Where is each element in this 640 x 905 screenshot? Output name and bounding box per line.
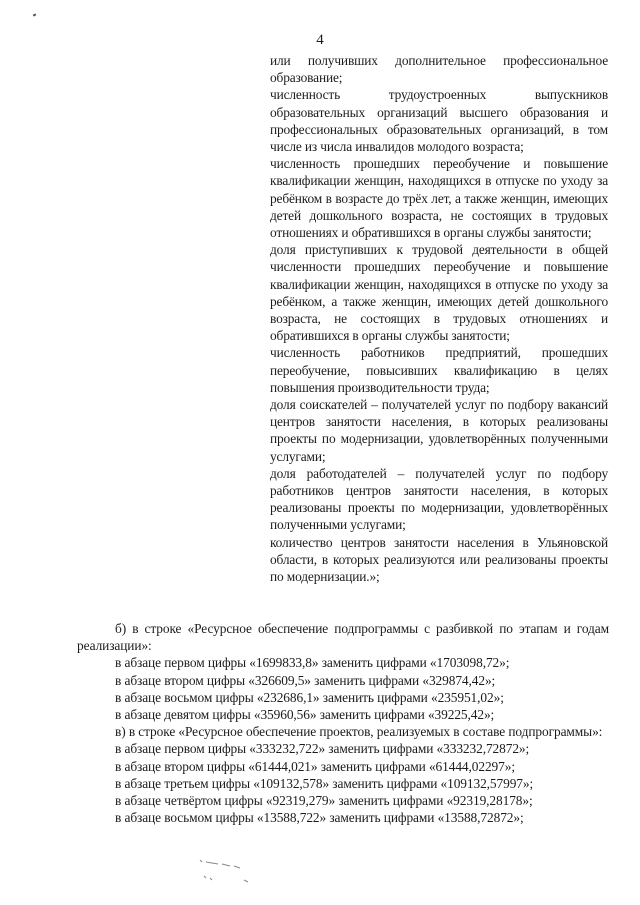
section-b-heading: б) в строке «Ресурсное обеспечение подпрограммы с разбивкой по этапам и годам реализации»: <box>77 621 609 654</box>
section-v-item: в абзаце втором цифры «61444,021» заменить цифрами «61444,02297»; <box>115 758 515 774</box>
scan-mark <box>33 13 37 16</box>
indicator-item: или получивших дополнительное профессиональное образование; <box>270 53 608 86</box>
section-b-item: в абзаце первом цифры «1699833,8» заменить цифрами «1703098,72»; <box>115 655 510 671</box>
indicators-column <box>270 52 608 585</box>
section-b-item: в абзаце восьмом цифры «232686,1» заменить цифрами «235951,02»; <box>115 689 504 705</box>
section-b-item: в абзаце втором цифры «326609,5» заменить цифрами «329874,42»; <box>115 672 496 688</box>
indicator-item: количество центров занятости населения в Ульяновской области, в которых реализуются или реализованы проекты по модернизации.»; <box>270 534 608 585</box>
indicator-item: доля соискателей – получателей услуг по подбору вакансий центров занятости населения, в которых реализованы проекты по модернизации, удовлетворённых полученными услугами; <box>270 397 608 464</box>
section-v-heading: в) в строке «Ресурсное обеспечение проектов, реализуемых в составе подпрограммы»: <box>115 724 603 740</box>
section-b-item: в абзаце девятом цифры «35960,56» заменить цифрами «39225,42»; <box>115 707 495 723</box>
indicator-item: доля приступивших к трудовой деятельности в общей численности прошедших переобучение и повышение квалификации женщин, находящихся в отпуске по уходу за ребёнком, а также женщин, имеющих детей дошкольного возраста, не состоящих в трудовых отношениях и обратившихся в органы службы занятости; <box>270 242 608 344</box>
indicator-item: численность работников предприятий, прошедших переобучение, повысивших квалификацию в целях повышения производительности труда; <box>270 345 608 395</box>
section-v-item: в абзаце третьем цифры «109132,578» заменить цифрами «109132,57997»; <box>115 775 534 791</box>
indicator-item: доля работодателей – получателей услуг по подбору работников центров занятости населения, в которых реализованы проекты по модернизации, удовлетворённых полученными услугами; <box>270 465 608 533</box>
indicator-item: численность трудоустроенных выпускников образовательных организаций высшего образования и профессиональных образовательных организаций, в том числе из числа инвалидов молодого возраста; <box>270 87 608 155</box>
handwritten-mark <box>196 852 266 892</box>
section-v-item: в абзаце четвёртом цифры «92319,279» заменить цифрами «92319,28178»; <box>115 793 533 809</box>
indicator-item: численность прошедших переобучение и повышение квалификации женщин, находящихся в отпуске по уходу за ребёнком в возрасте до трёх лет, а также женщин, имеющих детей дошкольного возраста, не состоящих в трудовых отношениях и обратившихся в органы службы занятости; <box>270 156 608 241</box>
amendments-body <box>77 620 609 826</box>
section-v-item: в абзаце восьмом цифры «13588,722» заменить цифрами «13588,72872»; <box>115 810 524 826</box>
page-number: 4 <box>316 32 324 48</box>
section-v-item: в абзаце первом цифры «333232,722» заменить цифрами «333232,72872»; <box>115 741 530 757</box>
